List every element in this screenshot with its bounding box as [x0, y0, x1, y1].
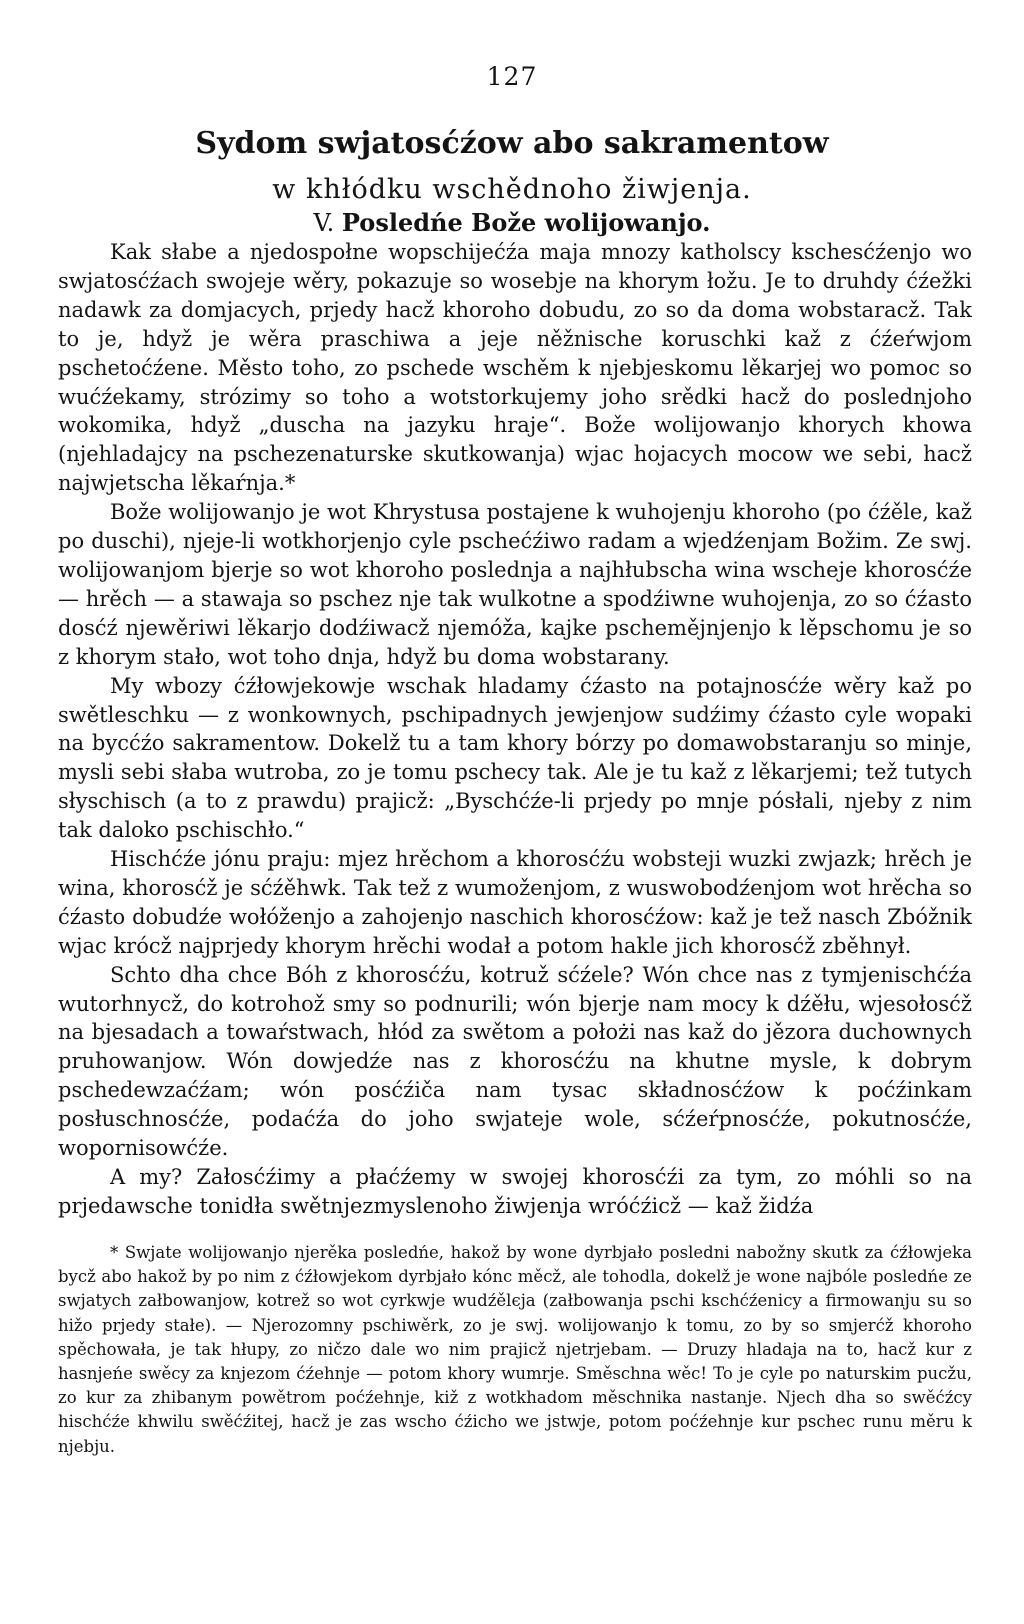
page-number: 127: [486, 62, 538, 91]
section-heading: [0, 208, 1024, 237]
footnote: * Swjate wolijowanjo njerěka posledńe, hakož by wone dyrbjało posledni nabožny skutk za ćźłowjeka bycž abo hakož by po nim z ćźłowjekom dyrbjało kónc měcž, ale tohodla, dokelž je wone najbóle posledńe ze swjatych załbowanjow, kotrež so wot cyrkwje wudźělєja (załbowanja pschi kschćźenicy a firmowanju su so hižo prjedy stałe). — Njerozomny pschiwěrk, zo je swj. wolijowanjo k tomu, zo by so smjerćž khoroho spěchowała, je tak hłupy, zo ničzo dale wo nim prajicž njetrjebam. — Druzy hladaja na to, hacž kur z hasnjeńe swěcy za knjezom ćźehnje — potom khory wumrje. Směschna wěc! To je cyle po naturskim pucžu, zo kur za zhibanym powětrom poćźehnje, kiž z wotkhadom měschnika nastanje. Njech dha so swěćźcy hischćźe khwilu swěćźitej, hacž je zas wscho ćźicho we jstwje, potom poćźehnje kur pschec runu měru k njebju.: [58, 1243, 972, 1456]
paragraph: Bože wolijowanjo je wot Khrystusa postajene k wuhojenju khoroho (po ćźěle, kaž po duschi), njeje-li wotkhorjenjo cyle pschećźiwo radam a wjedźenjam Božim. Ze swj. wolijowanjom bjerje so wot khoroho poslednja a najhłubscha wina wscheje khorosćźe — hrěch — a stawaja so pschez nje tak wulkotne a spodźiwne wuhojenja, zo so ćźasto dosćź njewěriwi lěkarjo dodźiwacž njemóža, kajke pschemějnjenjo k lěpschomu je so z khorym stało, wot toho dnja, hdyž bu doma wobstarany.: [58, 500, 972, 669]
paragraph: Hischćźe jónu praju: mjez hrěchom a khorosćźu wobsteji wuzki zwjazk; hrěch je wina, khorosćž je sćźěhwk. Tak tež z wumoženjom, z wuswobodźenjom wot hrěcha so ćźasto dobudźe wołóženjo a zahojenjo naschich khorosćźow: kaž je tež nasch Zbóžnik wjac krócž najprjedy khorym hrěchi wodał a potom hakle jich khorosćž zběhnył.: [58, 847, 972, 958]
chapter-subtitle: w khłódku wschědnoho žiwjenja.: [272, 174, 752, 205]
section-title: Posledńe Bože wolijowanjo.: [341, 208, 711, 237]
chapter-title: Sydom swjatosćźow abo sakramentow: [195, 126, 829, 161]
paragraph: Schto dha chce Bóh z khorosćźu, kotruž sćźele? Wón chce nas z tymjenischćźa wutorhnycž, do kotrohož smy so podnurili; wón bjerje nam mocy k dźěłu, wjesołosćž na bjesadach a towaŕstwach, hłód za swětom a położi nas kaž do jězora duchownych pruhowanjow. Wón dowjedźe nas z khorosćźu na khutne mysle, k dobrym pschedewzaćźam; wón posćźiča nam tysac składnosćźow k poćźinkam posłuschnosćźe, podaćźa do joho swjateje wole, sćźeŕpnosćźe, pokutnosćźe, wopornisowćźe.: [58, 962, 972, 1161]
section-number: V.: [313, 209, 335, 237]
body-text: [58, 238, 972, 1221]
paragraph: My wbozy ćźłowjekowje wschak hladamy ćźasto na potajnosćźe wěry kaž po swětleschku — z wonkownych, pschipadnych jewjenjow sudźimy ćźasto cyle wopaki na bycćźo sakramentow. Dokelž tu a tam khory bórzy po domawobstaranju so minje, mysli sebi słaba wutroba, zo je tomu pschecy tak. Ale je tu kaž z lěkarjemi; tež tutych słyschisch (a to z prawdu) prajicž: „Byschćźe-li prjedy po mnje pósłali, njeby z nim tak daloko pschischło.“: [58, 673, 972, 843]
paragraph: A my? Załosćźimy a płaćźemy w swojej khorosćźi za tym, zo móhli so na prjedawsche tonidła swětnjezmyslenoho žiwjenja wróćźicž — kaž židźa: [58, 1165, 972, 1218]
footnotes: [58, 1241, 972, 1459]
paragraph: Kak słabe a njedospołne wopschijećźa maja mnozy katholscy kschesćźenjo wo swjatosćźach swojeje wěry, pokazuje so wosebje na khorym łožu. Je to druhdy ćźežki nadawk za domjacych, prjedy hacž khoroho dobudu, zo so da doma wobstaracž. Tak to je, hdyž je wěra praschiwa a jeje něžnische koruschki kaž z ćźeŕwjom pschetoćźene. Město toho, zo pschede wschěm k njebjeskomu lěkarjej wo pomoc so wućźekamy, strózimy so toho a wotstorkujemy joho srědki hacž do poslednjoho wokomika, hdyž „duscha na jazyku hraje“. Bože wolijowanjo khorych khowa (njehladajcy na pschezenaturske skutkowanja) wjac hojacych mocow we sebi, hacž najwjetscha lěkaŕnja.*: [58, 240, 972, 496]
